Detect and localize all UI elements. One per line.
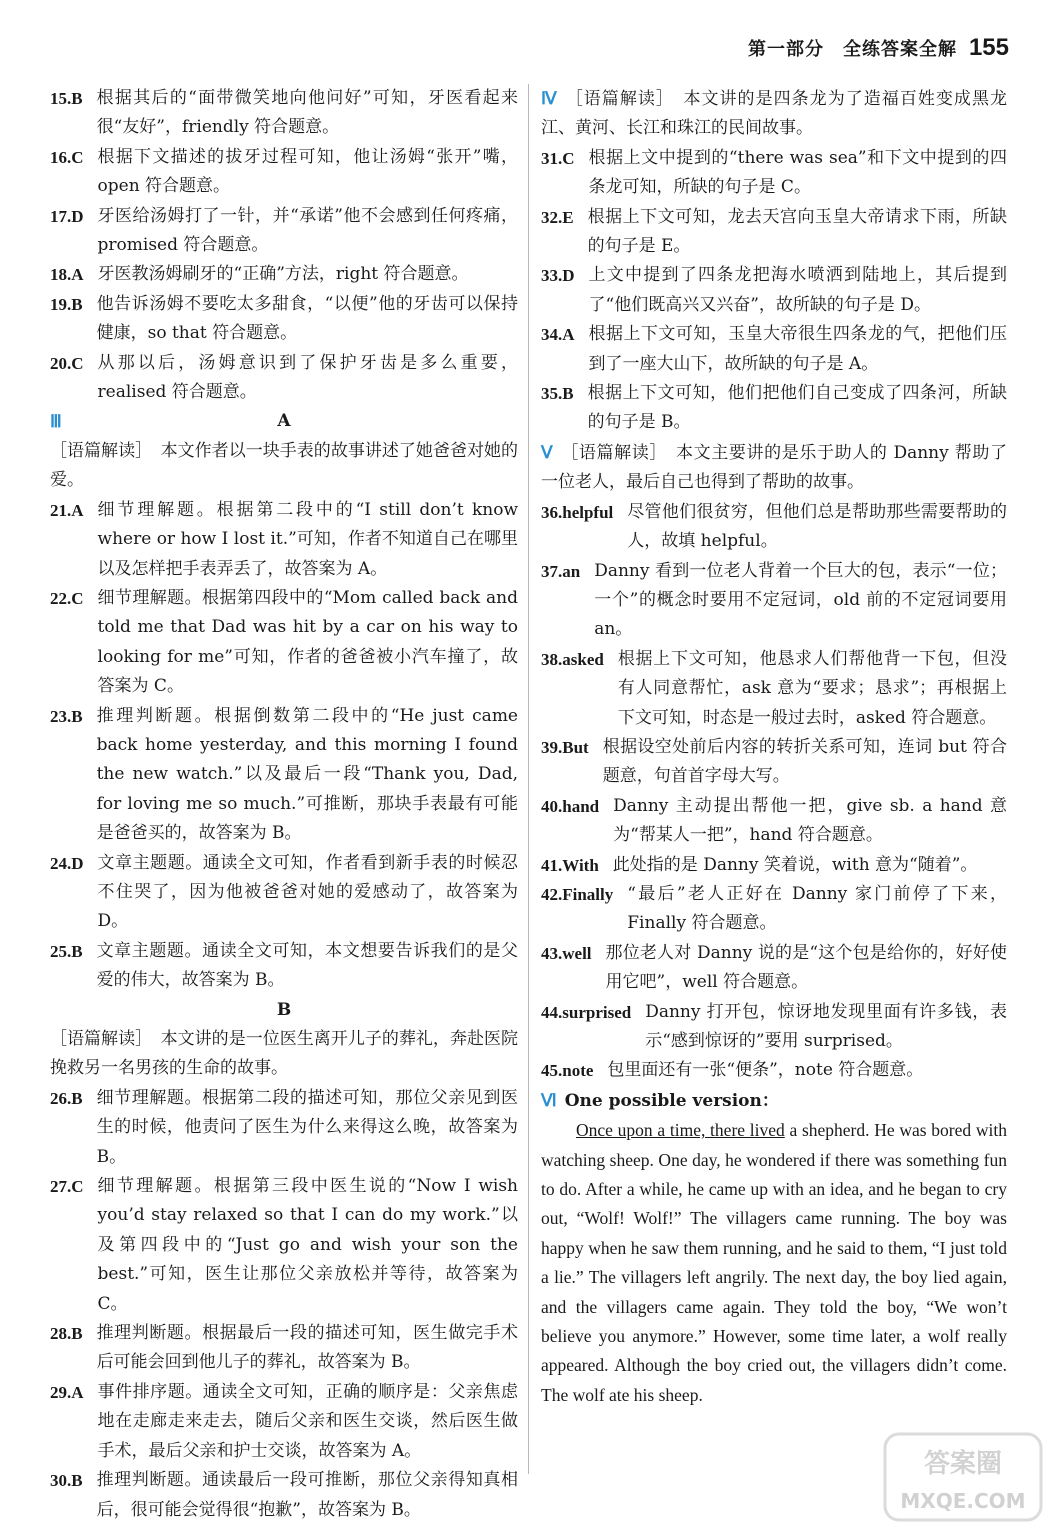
answer-explanation: 根据上下文可知，龙去天宫向玉皇大帝请求下雨，所缺的句子是 E。 — [587, 206, 1007, 257]
watermark-line1: 答案圈 — [923, 1449, 1003, 1479]
answer-number: 34.A — [541, 325, 575, 345]
right-column — [541, 84, 1007, 1410]
answer-number: 16.C — [50, 147, 84, 167]
answer-number: 40.hand — [541, 796, 600, 816]
part-label: A — [277, 411, 291, 432]
answer-item — [541, 733, 1007, 792]
answer-number: 38.asked — [541, 649, 604, 669]
roman-numeral: Ⅳ — [541, 89, 558, 108]
answer-item — [50, 496, 518, 584]
answer-explanation: 牙医给汤姆打了一针，并“承诺”他不会感到任何疼痛，promised 符合题意。 — [97, 205, 518, 256]
answer-item — [50, 584, 518, 702]
answer-number: 39.But — [541, 737, 589, 757]
answer-explanation: 根据上下文可知，他恳求人们帮他背一下包，但没有人同意帮忙，ask 意为“要求；恳求”；再根据上下文可知，时态是一般过去时，asked 符合题意。 — [617, 648, 1007, 728]
answer-explanation: 根据下文描述的拔牙过程可知，他让汤姆“张开”嘴，open 符合题意。 — [97, 146, 518, 197]
answer-item — [541, 203, 1007, 262]
answer-item — [50, 849, 518, 937]
roman-numeral: Ⅵ — [541, 1090, 557, 1110]
answer-number: 20.C — [50, 353, 84, 373]
answer-explanation: 细节理解题。根据第三段中医生说的“Now I wish you’d stay relaxed so that I can do my work.”以及第四段中的“Just go and wish your son the best.”可知，医生让那位父亲放松并等待，故答案为 C。 — [97, 1176, 518, 1314]
answer-item — [50, 1319, 518, 1378]
section-title: 第一部分 全练答案全解 — [747, 39, 957, 60]
essay-body: a shepherd. He was bored with watching sheep. One day, he wondered if there was something fun to do. After a while, he came up with an idea, and he began to cry out, “Wolf! Wolf!” The villagers came running. The boy was happy when he saw them running, and he said to them, “I just told a lie.” The villagers left angrily. The next day, the boy lied again, and the villagers came again. They told the boy, “We won’t believe you anymore.” However, some time later, a wolf really appeared. Although the boy cried out, the villagers didn’t come. The wolf ate his sheep. — [541, 1120, 1007, 1405]
answer-item — [50, 1378, 518, 1466]
page-header — [748, 34, 1009, 62]
answer-explanation: 此处指的是 Danny 笑着说，with 意为“随着”。 — [612, 854, 978, 875]
answer-item — [541, 880, 1007, 939]
answer-explanation: “最后”老人正好在 Danny 家门前停了下来，Finally 符合题意。 — [627, 883, 1007, 934]
answer-explanation: 牙医教汤姆刷牙的“正确”方法，right 符合题意。 — [97, 264, 469, 285]
section-iv — [541, 84, 1007, 438]
answer-item — [541, 557, 1007, 645]
answer-explanation: 根据上下文可知，玉皇大帝很生四条龙的气，把他们压到了一座大山下，故所缺的句子是 A。 — [588, 324, 1007, 374]
answer-explanation: 推理判断题。通读最后一段可推断，那位父亲得知真相后，很可能会觉得很“抱歉”，故答案为 B。 — [96, 1470, 518, 1520]
answer-item — [50, 1172, 518, 1319]
answer-explanation: Danny 主动提出帮他一把，give sb. a hand 意为“帮某人一把”，hand 符合题意。 — [613, 795, 1007, 846]
section-vi — [541, 1086, 1007, 1410]
answer-explanation: 文章主题题。通读全文可知，作者看到新手表的时候忍不住哭了，因为他被爸爸对她的爱感动了，故答案为 D。 — [97, 852, 518, 932]
answer-item — [541, 261, 1007, 320]
answer-explanation: 根据上文中提到的“there was sea”和下文中提到的四条龙可知，所缺的句子是 C。 — [588, 147, 1007, 198]
answer-explanation: 根据其后的“面带微笑地向他问好”可知，牙医看起来很“友好”，friendly 符合题意。 — [96, 88, 518, 138]
answer-number: 18.A — [50, 265, 84, 285]
answer-explanation: 根据设空处前后内容的转折关系可知，连词 but 符合题意，句首首字母大写。 — [602, 736, 1007, 787]
essay-opening: Once upon a time, there lived — [576, 1120, 785, 1141]
answer-item — [50, 937, 518, 996]
answer-number: 23.B — [50, 706, 83, 726]
answer-explanation: Danny 看到一位老人背着一个巨大的包，表示“一位；一个”的概念时要用不定冠词，old 前的不定冠词要用 an。 — [594, 560, 1007, 640]
answer-number: 31.C — [541, 148, 575, 168]
section-iii-heading — [50, 407, 518, 436]
essay-title: One possible version： — [564, 1090, 779, 1111]
answer-explanation: Danny 打开包，惊讶地发现里面有许多钱，表示“感到惊讶的”要用 surprised。 — [645, 1001, 1007, 1051]
answer-number: 45.note — [541, 1061, 594, 1081]
answer-item — [50, 202, 518, 261]
answer-item — [541, 498, 1007, 557]
answer-item — [541, 792, 1007, 851]
answer-item — [50, 290, 518, 349]
answer-explanation: 推理判断题。根据最后一段的描述可知，医生做完手术后可能会回到他儿子的葬礼，故答案为 B。 — [96, 1323, 518, 1373]
answer-number: 44.surprised — [541, 1002, 632, 1022]
section-iii — [50, 407, 518, 1524]
answer-item — [50, 349, 518, 408]
answer-number: 30.B — [50, 1471, 83, 1491]
roman-numeral: Ⅴ — [541, 442, 554, 462]
answer-explanation: 细节理解题。根据第二段的描述可知，那位父亲见到医生的时候，他责问了医生为什么来得这么晚，故答案为 B。 — [96, 1087, 518, 1167]
answer-explanation: 推理判断题。根据倒数第二段中的“He just came back home yesterday, and this morning I found the new watch.”以及最后一段“Thank you, Dad, for loving me so much.”可推断，那块手表最有可能是爸爸买的，故答案为 B。 — [96, 705, 518, 844]
answer-number: 35.B — [541, 384, 574, 404]
answer-item — [541, 851, 1007, 880]
answer-explanation: 文章主题题。通读全文可知，本文想要告诉我们的是父爱的伟大，故答案为 B。 — [96, 940, 518, 991]
answer-number: 42.Finally — [541, 884, 614, 904]
answer-item — [50, 1084, 518, 1172]
passage-summary-text: ［语篇解读］ 本文讲的是四条龙为了造福百姓变成黑龙江、黄河、长江和珠江的民间故事。 — [541, 89, 1007, 139]
answer-number: 26.B — [50, 1088, 83, 1108]
answer-number: 29.A — [50, 1382, 84, 1402]
answer-explanation: 尽管他们很贫穷，但他们总是帮助那些需要帮助的人，故填 helpful。 — [627, 501, 1007, 552]
watermark-line2: MXQE.COM — [900, 1489, 1026, 1513]
answer-number: 25.B — [50, 941, 83, 961]
answer-number: 33.D — [541, 266, 575, 286]
passage-summary-text: ［语篇解读］ 本文主要讲的是乐于助人的 Danny 帮助了一位老人，最后自己也得到了帮助的故事。 — [541, 442, 1007, 493]
answer-list-15-20 — [50, 84, 518, 407]
page-number: 155 — [968, 34, 1009, 61]
answer-number: 15.B — [50, 89, 83, 108]
answer-explanation: 上文中提到了四条龙把海水喷洒到陆地上，其后提到了“他们既高兴又兴奋”，故所缺的句子是 D。 — [588, 265, 1007, 315]
answer-item — [50, 1466, 518, 1525]
answer-number: 19.B — [50, 294, 83, 314]
answer-explanation: 包里面还有一张“便条”，note 符合题意。 — [607, 1060, 924, 1081]
roman-numeral: Ⅲ — [50, 412, 62, 432]
part-label: B — [276, 999, 292, 1020]
answer-explanation: 他告诉汤姆不要吃太多甜食，“以便”他的牙齿可以保持健康，so that 符合题意。 — [96, 293, 518, 344]
answer-item — [50, 84, 518, 143]
answer-explanation: 细节理解题。根据第四段中的“Mom called back and told me that Dad was hit by a car on his way to looking for me”可知，作者的爸爸被小汽车撞了，故答案为 C。 — [97, 587, 518, 697]
passage-summary: ［语篇解读］ 本文作者以一块手表的故事讲述了她爸爸对她的爱。 — [50, 440, 518, 491]
answer-number: 17.D — [50, 206, 84, 226]
answer-explanation: 根据上下文可知，他们把他们自己变成了四条河，所缺的句子是 B。 — [587, 383, 1007, 433]
answer-item — [541, 998, 1007, 1057]
answer-item — [541, 645, 1007, 733]
essay-heading — [541, 1086, 1007, 1116]
answer-explanation: 事件排序题。通读全文可知，正确的顺序是：父亲焦虑地在走廊走来走去，随后父亲和医生交谈，然后医生做手术，最后父亲和护士交谈，故答案为 A。 — [97, 1381, 518, 1461]
answer-number: 24.D — [50, 853, 84, 873]
column-divider — [528, 84, 529, 1474]
answer-item — [541, 144, 1007, 203]
watermark-logo — [883, 1432, 1043, 1522]
answer-number: 27.C — [50, 1177, 84, 1197]
answer-number: 22.C — [50, 588, 84, 608]
answer-item — [50, 143, 518, 202]
section-v — [541, 438, 1007, 1086]
answer-item — [541, 320, 1007, 379]
answer-item — [541, 379, 1007, 438]
answer-number: 41.With — [541, 855, 599, 875]
answer-number: 28.B — [50, 1324, 83, 1344]
answer-number: 32.E — [541, 207, 574, 227]
answer-number: 37.an — [541, 561, 581, 581]
answer-explanation: 从那以后，汤姆意识到了保护牙齿是多么重要，realised 符合题意。 — [97, 352, 518, 403]
answer-explanation: 那位老人对 Danny 说的是“这个包是给你的，好好使用它吧”，well 符合题意。 — [605, 942, 1007, 993]
answer-item — [50, 702, 518, 849]
passage-summary — [541, 84, 1007, 144]
answer-number: 36.helpful — [541, 502, 614, 522]
left-column — [50, 84, 518, 1525]
answer-item — [541, 1056, 1007, 1085]
answer-explanation: 细节理解题。根据第二段中的“I still don’t know where or how I lost it.”可知，作者不知道自己在哪里以及怎样把手表弄丢了，故答案为 A。 — [97, 499, 518, 579]
answer-number: 21.A — [50, 500, 84, 520]
answer-number: 43.well — [541, 943, 592, 963]
sample-essay — [541, 1116, 1007, 1410]
passage-summary — [541, 438, 1007, 498]
answer-item — [541, 939, 1007, 998]
passage-summary: ［语篇解读］ 本文讲的是一位医生离开儿子的葬礼，奔赴医院挽救另一名男孩的生命的故事。 — [50, 1029, 518, 1079]
answer-item — [50, 260, 518, 289]
